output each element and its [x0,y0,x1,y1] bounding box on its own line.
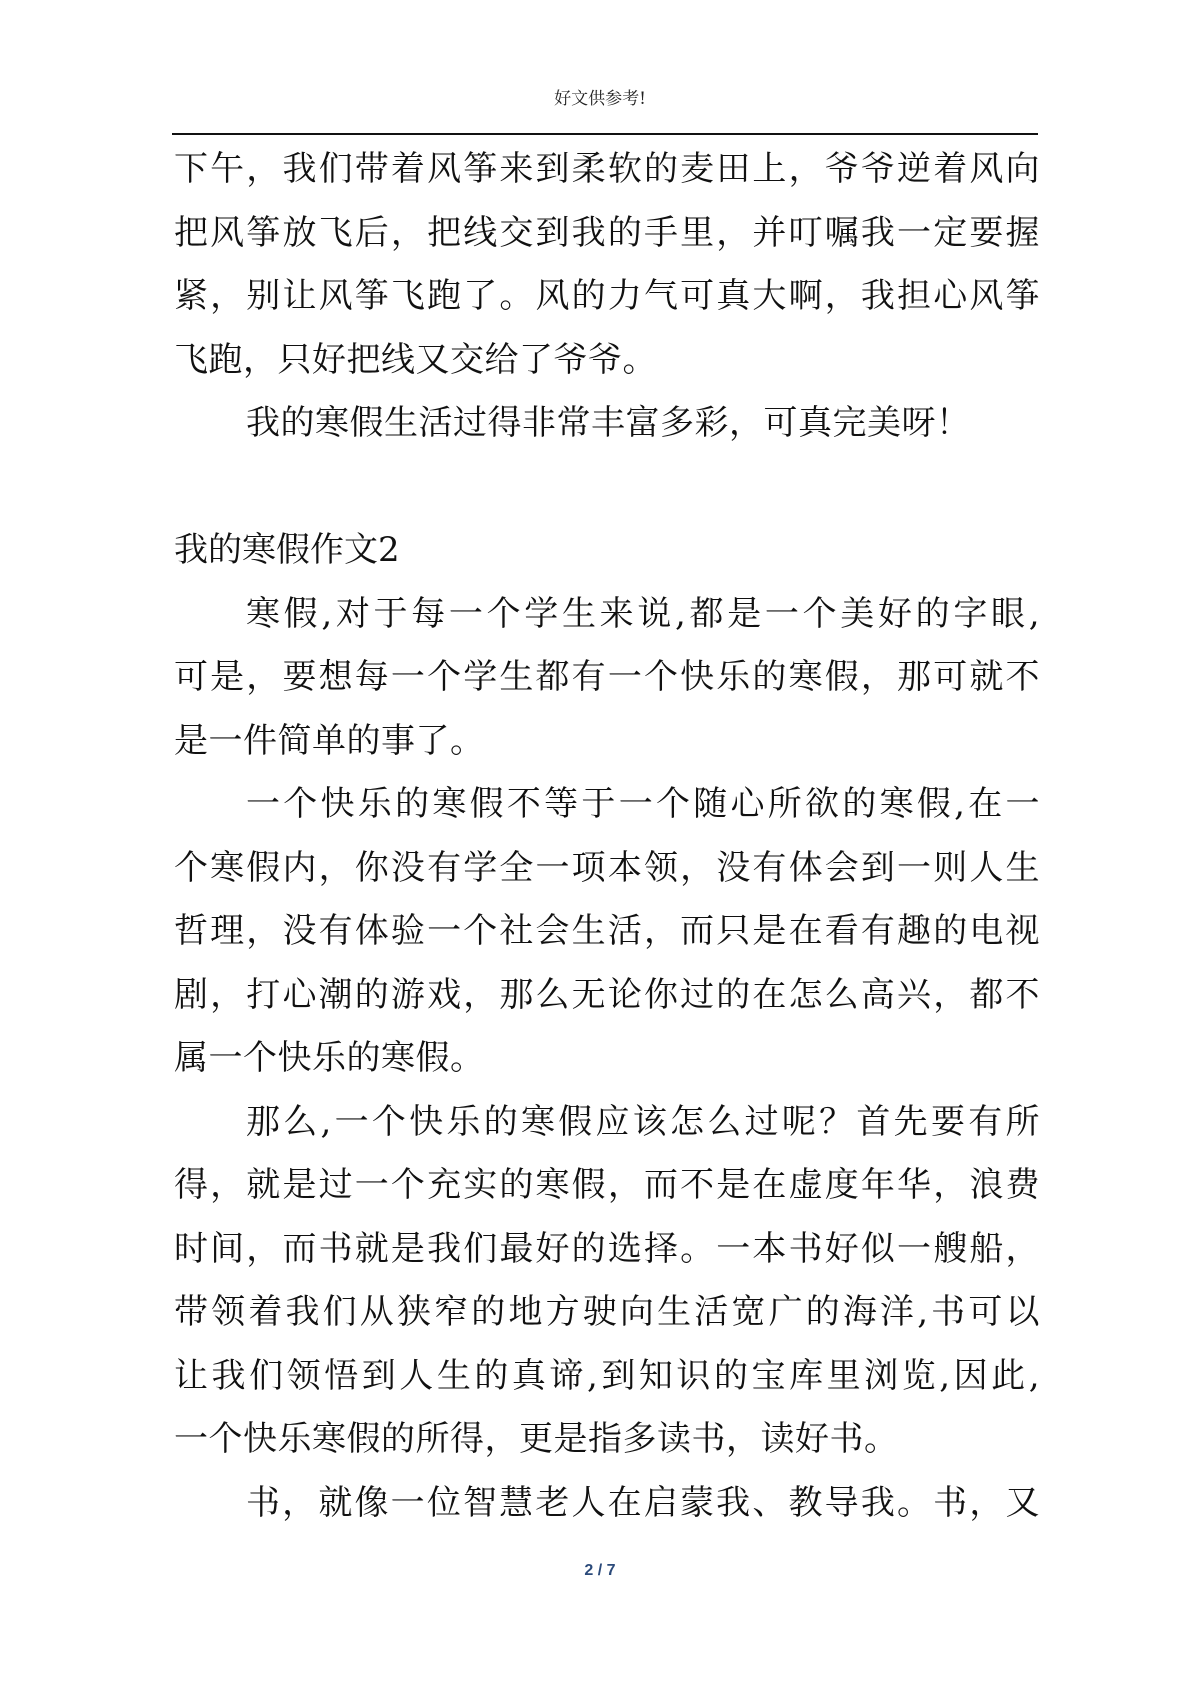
text-line: 我的寒假生活过得非常丰富多彩，可真完美呀！ [246,403,971,443]
text-line: 一个快乐的寒假不等于一个随心所欲的寒假,在一 [246,784,1040,824]
text-line: 属一个快乐的寒假。 [174,1038,485,1078]
text-line: 寒假,对于每一个学生来说,都是一个美好的字眼, [246,593,1040,634]
text-line: 得，就是过一个充实的寒假，而不是在虚度年华，浪费 [174,1165,1040,1205]
page-header: 好文供参考! [554,89,646,109]
paragraph [174,773,1040,1091]
paragraph [174,583,1040,774]
text-line: 是一件简单的事了。 [174,720,485,761]
text-line: 哲理，没有体验一个社会生活，而只是在看有趣的电视 [174,911,1040,951]
header-divider [172,133,1038,135]
text-line: 带领着我们从狭窄的地方驶向生活宽广的海洋,书可以 [174,1292,1040,1332]
text-line: 紧，别让风筝飞跑了。风的力气可真大啊，我担心风筝 [174,276,1040,316]
page-indicator: 2 / 7 [584,1562,616,1579]
text-line: 把风筝放飞后，把线交到我的手里，并叮嘱我一定要握 [174,212,1040,253]
text-line: 时间，而书就是我们最好的选择。一本书好似一艘船， [174,1228,1040,1269]
paragraph [174,1091,1040,1472]
section-gap [174,456,1040,520]
text-line: 书，就像一位智慧老人在启蒙我、教导我。书，又 [246,1482,1040,1523]
paragraph [174,1472,1040,1536]
text-line: 个寒假内，你没有学全一项本领，没有体会到一则人生 [174,847,1040,888]
text-line: 可是，要想每一个学生都有一个快乐的寒假，那可就不 [174,657,1040,697]
text-line: 那么,一个快乐的寒假应该怎么过呢？首先要有所 [246,1101,1040,1142]
text-line: 剧，打心潮的游戏，那么无论你过的在怎么高兴，都不 [174,974,1040,1015]
text-line: 一个快乐寒假的所得，更是指多读书，读好书。 [174,1419,899,1459]
paragraph [174,138,1040,392]
text-line: 飞跑，只好把线又交给了爷爷。 [174,339,657,380]
section-title: 我的寒假作文2 [174,530,400,570]
text-line: 下午，我们带着风筝来到柔软的麦田上，爷爷逆着风向 [174,149,1040,189]
paragraph [174,392,1040,456]
document-body [174,138,1040,1535]
text-line: 让我们领悟到人生的真谛,到知识的宝库里浏览,因此, [174,1355,1040,1396]
